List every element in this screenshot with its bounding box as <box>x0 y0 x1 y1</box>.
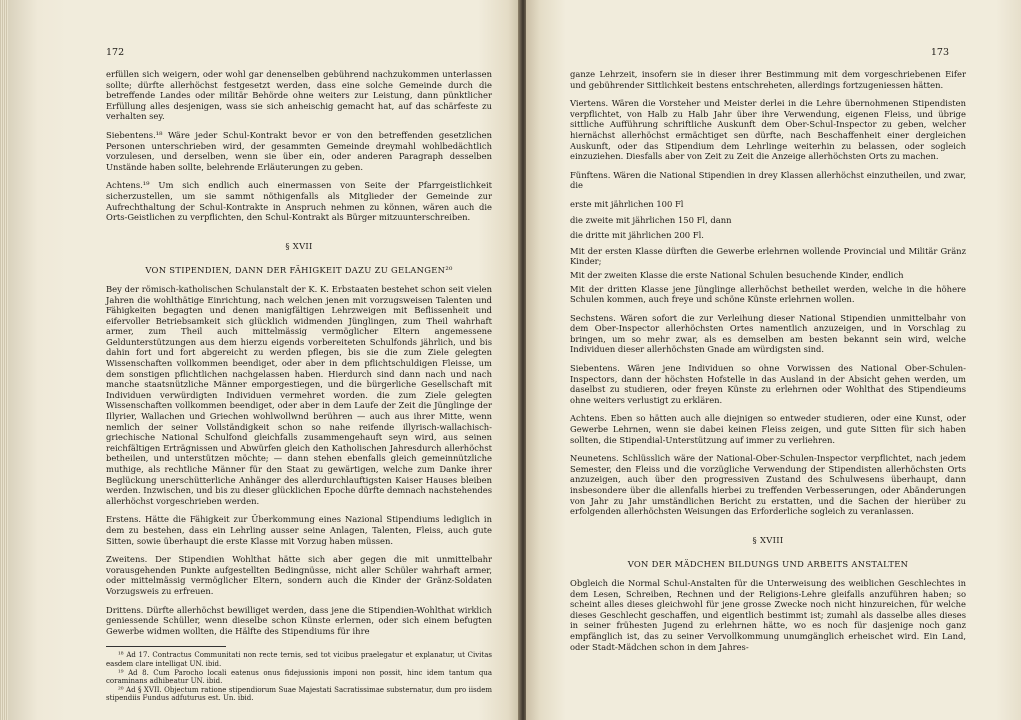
paragraph: Viertens. Wären die Vorsteher und Meister derlei in die Lehre übernohmenen Stipendisten verpflichtet, von Halb zu Halb Jahr über ihre Verwendung, eigenen Fleiss, und übrige sittliche Aufführung schriftliche Auskunft dem Ober-Schul-Inspector zu geben, welcher hiernächst allerhöchst ermächtiget sen dürfte, nach Beschaffenheit einer dergleichen Auskunft, oder das Stipendium dem Lehrlinge weiterhin zu belassen, oder sogleich einzuziehen. Diesfalls aber von Zeit zu Zeit die Anzeige allerhöchsten Orts zu machen. <box>570 98 966 162</box>
section-title: VON STIPENDIEN, DANN DER FÄHIGKEIT DAZU ZU GELANGEN²⁰ <box>145 265 453 276</box>
paragraph: Siebentens. Wären jene Individuen so ohne Vorwissen des National Ober-Schulen-Inspectors, dann der höchsten Hofstelle in das Ausland in der Absicht gehen werden, um daselbst zu studieren, oder freyen Künste zu erlehrnen oder Wohlthat des Stipendieums ohne weiters verlustigt zu erklären. <box>570 363 966 405</box>
paragraph: Neunetens. Schlüsslich wäre der National-Ober-Schulen-Inspector verpflichtet, nach jedem Semester, den Fleiss und die vorzügliche Verwendung der Stipendisten allerhöchsten Orts anzuzeigen, auch über den progressiven Zustand des Schulwesens überhaupt, dann insbesondere über die allenfalls hierbei zu treffenden Verbesserungen, oder Abänderungen von Jahr zu Jahr umständlichen Bericht zu erstatten, und die Sachen der hierüber zu erfolgenden allerhöchsten Weisungen das Erforderliche sogleich zu veranlassen. <box>570 453 966 517</box>
paragraph: ganze Lehrzeit, insofern sie in dieser ihrer Bestimmung mit dem vorgeschriebenen Eifer und gebührender Sittlichkeit bestens entschreheten, allerdings fortzugeniessen hätten. <box>570 69 966 90</box>
footnote: ¹⁹ Ad 8. Cum Parocho locali eatenus onus fidejussionis imponi non possit, hinc idem tantum qua coraminans adhibeatur UN. ibid. <box>106 668 492 686</box>
left-page <box>8 0 521 720</box>
paragraph: Siebentens.¹⁸ Wäre jeder Schul-Kontrakt bevor er von den betreffenden gesetzlichen Personen unterschrieben wird, der gesammten Gemeinde dreymahl wohlbedächtlich vorzulesen, und derselben, wenn sie über ein, oder anderen Paragraph desselben Unstände haben sollte, belehrende Erläuterungen zu geben. <box>106 129 492 172</box>
paragraph: erfüllen sich weigern, oder wohl gar denenselben gebührend nachzukommen unterlassen sollte; dürfte allerhöchst festgesetzt werden, dass eine solche Gemeinde durch die betreffende Landes oder militär Behörde ohne weiters zur Leistung, dann pünktlicher Erfüllung alles desjenigen, wass sie sich anheischig gemacht hat, auf das schärfeste zu verhalten sey. <box>106 69 492 122</box>
page-number-right: 173 <box>930 47 949 58</box>
list-item: die dritte mit jährlichen 200 Fl. <box>570 230 704 241</box>
list-item: erste mit jährlichen 100 Fl <box>570 198 684 209</box>
page-number-left: 172 <box>106 47 125 58</box>
right-page-text <box>570 69 966 660</box>
paragraph: Mit der ersten Klasse dürften die Gewerbe erlehrnen wollende Provincial und Militär Gränz Kinder; <box>570 245 966 267</box>
section-title: VON DER MÄDCHEN BILDUNGS UND ARBEITS ANSTALTEN <box>627 559 909 570</box>
paragraph: Obgleich die Normal Schul-Anstalten für die Unterweisung des weiblichen Geschlechtes in dem Lesen, Schreiben, Rechnen und der Religions-Lehre gleifalls anzuführen haben; so scheint alles dieses gleichwohl für jene grosse Zwecke noch nicht hinzureichen, für welche dieses Geschlecht geschaffen, und eigentlich bestimmt ist; zumahl als dasselbe alles dieses in seiner frühesten Jugend zu erlehrnen hätte, wo es noch für dasjenige noch ganz empfänglich ist, das zu seiner Vervollkommung unumgänglich erheischet wird. Ein Land, oder Stadt-Mädchen schon in dem Jahres- <box>570 577 966 652</box>
paragraph: Bey der römisch-katholischen Schulanstalt der K. K. Erbstaaten bestehet schon seit vielen Jahren die wohlthätige Einrichtung, nach welchen jenen mit vorzugsweisen Talenten und Fähigkeiten begagten und denen manigfältigen Lehrzweigen mit Beflissenheit und eifervoller Betriebsamkeit sich glücklich widmenden Jünglingen, zum Theil wahrhaft armer, zum Theil auch mittelmässig vermöglicher Eltern angemessene Geldunterstützungen aus dem hierzu eigends vorbereiteten Schulfonds jährlich, und bis dahin fort und fort abgereicht zu werden pflegen, bis sie die zum Ziele gelegten Wissenschaften vollkommen beendiget, oder aber in dem pflichtschuldigen Fleisse, um dem sonstigen pflichtlichen nachgelassen haben. Hierdurch sind dann nach und nach manche staatsnützliche Männer emporgestiegen, und die bürgerliche Gesellschaft mit Individuen verwürdigten Individuen vermehret worden. die zum Ziele gelegten Wissenschaften vollkommen beendiget, oder aber in dem Laufe der Zeit die Jünglinge der Illyrier, Wallachen und Griechen wohlwollwnd berühren — auch aus ihrer Mitte, wenn nemlich der seiner Vollständigkeit schon so nahe reifende illyrisch-wallachisch-griechische National Schulfond gleichfalls zusammengehauft seyn wird, aus seinen reichfältigen Erträgnissen und Abwürfen gleich den Katholischen Jahresdurch allerhöchst betheilen, und unterstützen möchte; — dann stehen ebenfalls gleich gemeinnützliche muthige, als rechtliche Männer für den Staat zu gewärtigen, welche zum Danke ihrer Beglückung unerschütterliche Anhänger des allerdurchlauftigsten Kaiser Hauses bleiben werden. Inzwischen, und bis zu dieser glücklichen Epoche dürfte demnach nachstehendes allerhöchst vorgeschrieben werden. <box>106 283 492 506</box>
paragraph: Drittens. Dürfte allerhöchst bewilliget werden, dass jene die Stipendien-Wohlthat wirklich geniessende Schüller, wenn dieselbe schon Künste erlernen, oder sich einem befugten Gewerbe widmen wollten, die Hälfte des Stipendiums für ihre <box>106 604 492 636</box>
paragraph: Sechstens. Wären sofort die zur Verleihung dieser National Stipendien unmittelbahr von dem Ober-Inspector allerhöchsten Ortes namentlich anzuzeigen, und in Vorschlag zu bringen, um so mehr zwar, als es demselben am besten bekannt sein wird, welche Individuen dieser allerhöchsten Gnade am würdigsten sind. <box>570 312 966 355</box>
footnote-rule <box>106 646 226 647</box>
list-item: die zweite mit jährlichen 150 Fl, dann <box>570 214 732 225</box>
section-number: § XVIII <box>752 534 784 545</box>
footnotes <box>106 651 492 703</box>
paragraph: Achtens. Eben so hätten auch alle diejnigen so entweder studieren, oder eine Kunst, oder Gewerbe Lehrnen, wenn sie dabei keinen Fleiss zeigen, und gute Sitten für sich haben sollten, die Stipendial-Unterstützung auf immer zu verliehren. <box>570 413 966 445</box>
section-number: § XVII <box>285 240 313 251</box>
paragraph: Erstens. Hätte die Fähigkeit zur Überkommung eines Nazional Stipendiums lediglich in dem zu bestehen, dass ein Lehrling ausser seine Anlagen, Talenten, Fleiss, auch gute Sitten, sowie überhaupt die erste Klasse mit Vorzug haben müssen. <box>106 514 492 546</box>
stipend-class-list <box>570 199 966 241</box>
paragraph: Achtens.¹⁹ Um sich endlich auch einermassen von Seite der Pfarrgeistlichkeit sicherzustellen, um sie sammt nöthigenfalls als Mitglieder der Gemeinde zur Aufrechthaltung der Schul-Kontrakte in Anspruch nehmen zu können, wären auch die Orts-Geistlichen zu verpflichten, den Schul-Kontrakt als Bürger mitzuunterschreiben. <box>106 180 492 223</box>
paragraph: Fünftens. Wären die National Stipendien in drey Klassen allerhöchst einzutheilen, und zwar, die <box>570 169 966 191</box>
right-page <box>526 0 1021 720</box>
paragraph: Zweitens. Der Stipendien Wohlthat hätte sich aber gegen die mit unmittelbahr vorausgehenden Punkte aufgestellten Bedingnüsse, nicht aller Schüler wahrhaft armer, oder mittelmässig vermöglicher Eltern, sondern auch die Kinder der Gränz-Soldaten Vorzugsweis zu erfreuen. <box>106 554 492 596</box>
left-page-text <box>106 69 492 703</box>
paragraph: Mit der dritten Klasse jene Jünglinge allerhöchst betheilet werden, welche in die höhere Schulen kommen, auch freye und schöne Künste erlehrnen wollen. <box>570 283 966 305</box>
footnote: ¹⁸ Ad 17. Contractus Communitati non recte ternis, sed tot vicibus praelegatur et explanatur, ut Civitas easdem clare intelligat UN. ibid. <box>106 651 492 668</box>
footnote: ²⁰ Ad § XVII. Objectum ratione stipendiorum Suae Majestati Sacratissimae substernatur, dum pro iisdem stipendiis Fundus adfuturus est. Un. ibid. <box>106 685 492 703</box>
paragraph: Mit der zweiten Klasse die erste National Schulen besuchende Kinder, endlich <box>570 269 904 280</box>
